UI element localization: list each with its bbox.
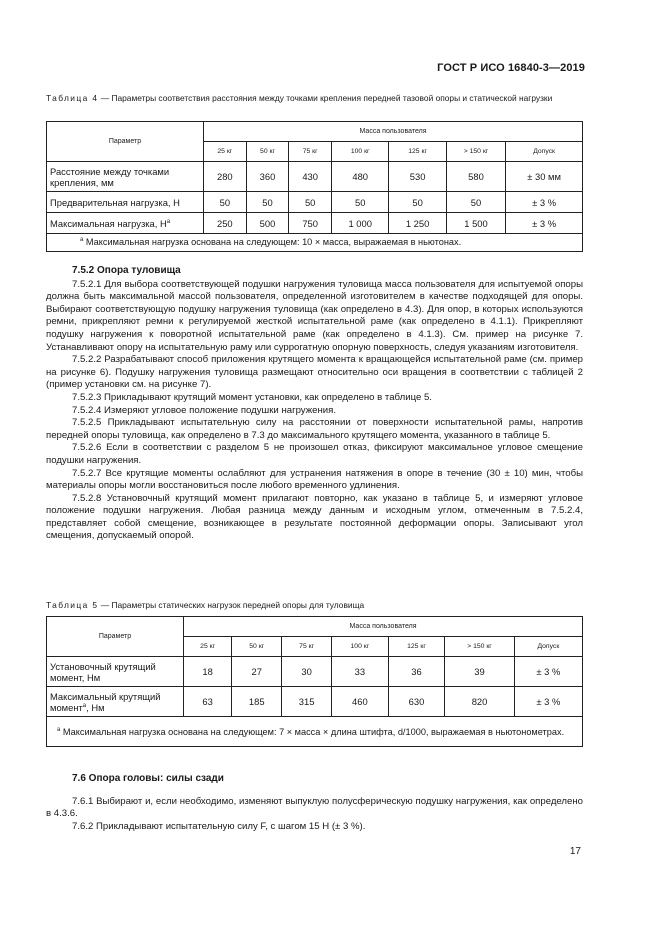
cell: 36 — [388, 657, 445, 687]
cell: 360 — [246, 162, 289, 192]
footnote-text: Максимальная нагрузка основана на следующем: 7 × масса × длина штифта, d/1000, выражаемая в ньютонометрах. — [62, 727, 565, 738]
cell: 430 — [289, 162, 332, 192]
table-row — [47, 687, 583, 717]
paragraph: 7.5.2.6 Если в соответствии с разделом 5 не произошел отказ, фиксируют максимальное угловое смещение подушки нагружения. — [46, 442, 583, 466]
section-7-5-2 — [46, 265, 583, 543]
table4-caption — [46, 93, 586, 104]
cell: 50 — [289, 192, 332, 213]
cell: 185 — [232, 687, 282, 717]
cell: 580 — [446, 162, 505, 192]
table4-caption-text: — Параметры соответствия расстояния между точками крепления передней тазовой опоры и статической нагрузки — [98, 93, 553, 103]
cell: 280 — [204, 162, 247, 192]
section-7-6 — [46, 773, 583, 833]
footnote-mark: a — [82, 702, 87, 709]
footnote-mark: a — [166, 218, 171, 225]
row-label-unit: , Нм — [86, 701, 105, 713]
table5-col: 50 кг — [232, 637, 282, 657]
cell: 18 — [184, 657, 232, 687]
row-label: Предварительная нагрузка, Н — [47, 192, 204, 213]
paragraph: 7.5.2.8 Установочный крутящий момент прилагают повторно, как указано в таблице 5, и измеряют угловое положение подушки нагружения. Любая разница между данным и исходным углом, отмеченным в 7.5.2.4, представляет собой смещение, возникающее в результате постоянной деформации опоры. Записывают угол смещения, допускаемый опорой. — [46, 492, 583, 542]
row-label-text: Максимальная нагрузка, Н — [50, 217, 167, 229]
table4-param-header: Параметр — [47, 122, 204, 162]
cell: 30 — [282, 657, 332, 687]
table5-caption-text: — Параметры статических нагрузок передней опоры для туловища — [98, 600, 365, 610]
table5-param-header: Параметр — [47, 617, 184, 657]
paragraph: 7.6.2 Прикладывают испытательную силу F, с шагом 15 Н (± 3 %). — [72, 820, 366, 832]
table-footnote-row — [47, 234, 583, 252]
cell: 630 — [388, 687, 445, 717]
table5-caption-label: Таблица 5 — [46, 600, 99, 610]
cell: 530 — [389, 162, 446, 192]
cell: 27 — [232, 657, 282, 687]
table-footnote-row — [47, 717, 583, 747]
cell: 820 — [445, 687, 515, 717]
table4-col: 50 кг — [246, 142, 289, 162]
table4-col: > 150 кг — [446, 142, 505, 162]
cell: 50 — [246, 192, 289, 213]
table-row — [47, 192, 583, 213]
cell: 50 — [389, 192, 446, 213]
table4-col: 100 кг — [332, 142, 389, 162]
row-label-text: Максимальный крутящий момент — [50, 690, 161, 713]
cell: ± 3 % — [506, 213, 583, 234]
table5-col: 25 кг — [184, 637, 232, 657]
cell: ± 3 % — [506, 192, 583, 213]
table5-col: 125 кг — [388, 637, 445, 657]
cell: 750 — [289, 213, 332, 234]
table5-mass-header: Масса пользователя — [184, 617, 583, 637]
cell: ± 30 мм — [506, 162, 583, 192]
table-row — [47, 213, 583, 234]
table4-col: 75 кг — [289, 142, 332, 162]
row-label: Установочный крутящий момент, Нм — [47, 657, 184, 687]
row-label — [47, 687, 184, 717]
row-label: Расстояние между точками крепления, мм — [47, 162, 204, 192]
table4-footnote — [47, 234, 583, 252]
table5-col: 100 кг — [332, 637, 389, 657]
table-row — [47, 162, 583, 192]
table4 — [46, 121, 583, 252]
footnote-mark: a — [57, 727, 61, 734]
cell: 1 250 — [389, 213, 446, 234]
cell: ± 3 % — [514, 657, 582, 687]
cell: ± 3 % — [514, 687, 582, 717]
footnote-text: Максимальная нагрузка основана на следующем: 10 × масса, выражаемая в ньютонах. — [85, 237, 462, 248]
table5-col: > 150 кг — [445, 637, 515, 657]
cell: 50 — [446, 192, 505, 213]
cell: 250 — [204, 213, 247, 234]
cell: 63 — [184, 687, 232, 717]
cell: 1 000 — [332, 213, 389, 234]
paragraph: 7.5.2.1 Для выбора соответствующей подушки нагружения туловища масса пользователя для испытуемой опоры должна быть максимальной массой пользователя, определенной изготовителем в качестве подходящей для опоры. Выбирают соответствующую подушку нагружения туловища (как определено в 4.3). Для опор, в которых используются ремни, прикрепляют ремни к регулируемой жесткой испытательной раме (как определено в 4.1.1). Прикрепляют подушку нагружения к поворотной испытательной раме (как определено в 4.1.3). См. пример на рисунке 7. Устанавливают опору на испытательную раму или суррогатную опорную поверхность, следуя указаниям изготовителя. — [46, 278, 583, 353]
table5-col: Допуск — [514, 637, 582, 657]
paragraph: 7.6.1 Выбирают и, если необходимо, изменяют выпуклую полусферическую подушку нагружения, как определено в 4.3.6. — [46, 795, 583, 820]
paragraph: 7.5.2.5 Прикладывают испытательную силу на расстоянии от поверхности испытательной рамы, напротив передней опоры туловища, как определено в 7.3 до максимального крутящего момента, указанного в таблице 5. — [46, 417, 583, 441]
standard-header: ГОСТ Р ИСО 16840-3—2019 — [437, 62, 585, 74]
cell: 39 — [445, 657, 515, 687]
table5-col: 75 кг — [282, 637, 332, 657]
table5 — [46, 616, 583, 747]
cell: 50 — [204, 192, 247, 213]
cell: 480 — [332, 162, 389, 192]
paragraph: 7.5.2.3 Прикладывают крутящий момент установки, как определено в таблице 5. — [72, 391, 432, 403]
table5-caption — [46, 600, 586, 611]
cell: 315 — [282, 687, 332, 717]
cell: 33 — [332, 657, 389, 687]
page-number: 17 — [569, 846, 581, 857]
paragraph: 7.5.2.2 Разрабатывают способ приложения крутящего момента к вращающейся испытательной раме (см. пример на рисунке 6). Подушку нагружения туловища размещают относительно оси вращения в соответствии с таблицей 2 (пример установки см. на рисунке 7). — [46, 354, 583, 391]
cell: 500 — [246, 213, 289, 234]
section-title: 7.6 Опора головы: силы сзади — [72, 773, 224, 784]
cell: 460 — [332, 687, 389, 717]
table4-col: Допуск — [506, 142, 583, 162]
footnote-mark: a — [80, 237, 84, 244]
table5-footnote — [47, 717, 583, 747]
paragraph: 7.5.2.4 Измеряют угловое положение подушки нагружения. — [72, 404, 336, 416]
table4-col: 25 кг — [204, 142, 247, 162]
table-row — [47, 657, 583, 687]
table4-col: 125 кг — [389, 142, 446, 162]
table4-mass-header: Масса пользователя — [204, 122, 583, 142]
row-label — [47, 213, 204, 234]
cell: 50 — [332, 192, 389, 213]
cell: 1 500 — [446, 213, 505, 234]
section-title: 7.5.2 Опора туловища — [72, 265, 181, 276]
table4-caption-label: Таблица 4 — [46, 93, 99, 103]
paragraph: 7.5.2.7 Все крутящие моменты ослабляют для устранения натяжения в опоре в течение (30 ± 10) мин, чтобы материалы опоры могли восстановиться после любого временного удлинения. — [46, 467, 583, 492]
